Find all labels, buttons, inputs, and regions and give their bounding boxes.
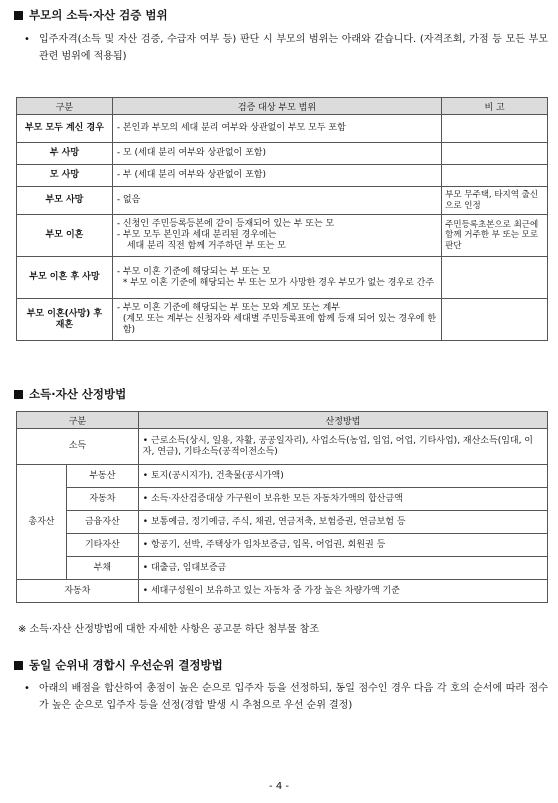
table-row [17,143,548,165]
footnote: ※ 소득·자산 산정방법에 대한 자세한 사항은 공고문 하단 첨부물 참조 [18,624,319,635]
parent-scope-paragraph [26,31,548,65]
row-label: 부채 [66,557,138,580]
table-row [17,257,548,299]
row-label: 모 사망 [17,165,113,187]
row-scope [112,143,441,165]
row-label: 부모 이혼(사망) 후 재혼 [17,299,113,341]
row-note [442,257,548,299]
row-scope [112,187,441,215]
row-method: • 토지(공시지가), 건축물(공시가액) [138,465,547,488]
table-header-row [17,98,548,115]
row-label: 부동산 [66,465,138,488]
row-label: 부모 이혼 [17,215,113,257]
row-scope [112,215,441,257]
row-method: • 근로소득(상시, 일용, 자활, 공공일자리), 사업소득(농업, 임업, 어업, 기타사업), 재산소득(임대, 이자, 연금), 기타소득(공적이전소득) [138,429,547,465]
column-header: 구분 [17,412,139,429]
table-row [17,465,548,488]
row-label: 자동차 [17,580,139,603]
row-label: 부모 모두 계신 경우 [17,115,113,143]
section-title-parent-scope [14,7,168,23]
column-header: 산정방법 [138,412,547,429]
scope-line: 세대 분리 직전 함께 거주하던 부 또는 모 [126,241,286,251]
table-row [17,580,548,603]
row-label: 자동차 [66,488,138,511]
scope-line: - 부모 이혼 기준에 해당되는 부 또는 모와 계모 또는 계부 [116,303,340,313]
row-scope [112,115,441,143]
paragraph-text: 입주자격(소득 및 자산 검증, 수급자 여부 등) 판단 시 부모의 범위는 아래와 같습니다. (자격조회, 가점 등 모든 부모 관련 범위에 적용됨) [39,34,548,62]
square-bullet-icon [14,390,23,399]
table-row [17,165,548,187]
table-row [17,299,548,341]
scope-line: - 신청인 주민등록등본에 같이 등재되어 있는 부 또는 모 [116,219,335,229]
section-title-income-asset [14,386,126,402]
section-title-priority [14,657,223,673]
row-scope [112,257,441,299]
section-title-text: 소득·자산 산정방법 [29,387,127,401]
row-method: • 세대구성원이 보유하고 있는 자동차 중 가장 높은 차량가액 기준 [138,580,547,603]
table-row [17,511,548,534]
row-label: 부 사망 [17,143,113,165]
row-method: • 대출금, 임대보증금 [138,557,547,580]
bullet-icon: • [24,683,30,694]
page-number: - 4 - [269,781,289,792]
paragraph-text: 아래의 배점을 합산하여 총점이 높은 순으로 입주자 등을 선정하되, 동일 점수인 경우 다음 각 호의 순서에 따라 점수가 높은 순으로 입주자 등을 선정(경합 발생 시 추첨으로 우선 순위 결정) [39,683,548,711]
table-row [17,187,548,215]
row-note: 부모 무주택, 타지역 출신으로 인정 [442,187,548,215]
parent-scope-table [16,97,548,341]
column-header: 비 고 [442,98,548,115]
row-scope [112,165,441,187]
section-title-text: 부모의 소득·자산 검증 범위 [29,8,168,22]
scope-line: - 부모 모두 본인과 세대 분리된 경우에는 [116,230,277,240]
asset-group-label: 총자산 [17,465,67,580]
row-method: • 소득·자산검증대상 가구원이 보유한 모든 자동차가액의 합산금액 [138,488,547,511]
column-header: 검증 대상 부모 범위 [112,98,441,115]
row-label: 소득 [17,429,139,465]
priority-paragraph [26,680,548,714]
row-label: 금융자산 [66,511,138,534]
row-method: • 항공기, 선박, 주택상가 임차보증금, 입목, 어업권, 회원권 등 [138,534,547,557]
table-row [17,557,548,580]
square-bullet-icon [14,661,23,670]
table-row [17,534,548,557]
scope-line: - 없음 [116,195,141,205]
row-note [442,143,548,165]
income-asset-table [16,411,548,603]
scope-line: * 부모 이혼 기준에 해당되는 부 또는 모가 사망한 경우 부모가 없는 경우로 간주 [122,277,435,288]
table-header-row [17,412,548,429]
square-bullet-icon [14,11,23,20]
table-row [17,115,548,143]
row-label: 기타자산 [66,534,138,557]
row-method: • 보통예금, 정기예금, 주식, 채권, 연금저축, 보험증권, 연금보험 등 [138,511,547,534]
table-row [17,429,548,465]
row-label: 부모 이혼 후 사망 [17,257,113,299]
scope-line: - 부 (세대 분리 여부와 상관없이 포함) [116,170,266,180]
scope-line: - 본인과 부모의 세대 분리 여부와 상관없이 부모 모두 포함 [116,123,346,133]
table-row [17,215,548,257]
bullet-icon: • [24,34,30,45]
scope-line: (계모 또는 계부는 신청자와 세대별 주민등록표에 함께 등재 되어 있는 경우에 한함) [122,314,437,335]
row-label: 부모 사망 [17,187,113,215]
row-note [442,299,548,341]
row-note [442,115,548,143]
section-title-text: 동일 순위내 경합시 우선순위 결정방법 [29,658,223,672]
row-scope [112,299,441,341]
column-header: 구분 [17,98,113,115]
row-note [442,165,548,187]
scope-line: - 부모 이혼 기준에 해당되는 부 또는 모 [116,266,271,277]
table-row [17,488,548,511]
scope-line: - 모 (세대 분리 여부와 상관없이 포함) [116,148,266,158]
row-note: 주민등록초본으로 최근에 함께 거주한 부 또는 모로 판단 [442,215,548,257]
